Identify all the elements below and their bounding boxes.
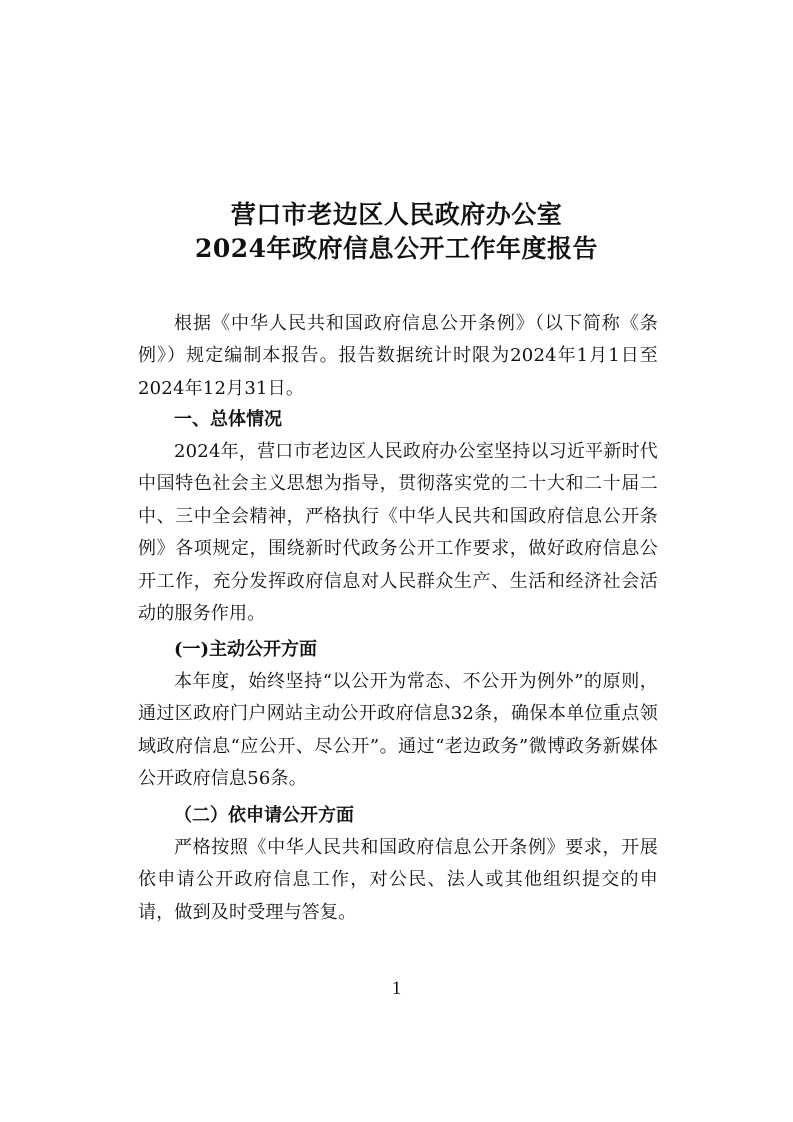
proactive-paragraph: 本年度，始终坚持“以公开为常态、不公开为例外”的原则，通过区政府门户网站主动公开政府信息32条，确保本单位重点领域政府信息“应公开、尽公开”。通过“老边政务”微博政务新媒体公开政府信息56条。 (138, 671, 658, 790)
subsection-heading-on-request: （二）依申请公开方面 (174, 805, 354, 826)
overview-paragraph: 2024年，营口市老边区人民政府办公室坚持以习近平新时代中国特色社会主义思想为指导，贯彻落实党的二十大和二十届二中、三中全会精神，严格执行《中华人民共和国政府信息公开条例》各项规定，围绕新时代政务公开工作要求，做好政府信息公开工作，充分发挥政府信息对人民群众生产、生活和经济社会活动的服务作用。 (138, 441, 658, 625)
subsection-heading-proactive: (一)主动公开方面 (174, 639, 318, 660)
title-line-1: 营口市老边区人民政府办公室 (230, 200, 563, 229)
intro-paragraph: 根据《中华人民共和国政府信息公开条例》（以下简称《条例》）规定编制本报告。报告数据统计时限为2024年1月1日至2024年12月31日。 (138, 313, 658, 399)
on-request-paragraph: 严格按照《中华人民共和国政府信息公开条例》要求，开展依申请公开政府信息工作，对公民、法人或其他组织提交的申请，做到及时受理与答复。 (138, 837, 658, 923)
section-heading-overview: 一、总体情况 (174, 409, 282, 430)
title-line-2: 2024年政府信息公开工作年度报告 (194, 234, 599, 263)
page-number: 1 (391, 978, 402, 999)
